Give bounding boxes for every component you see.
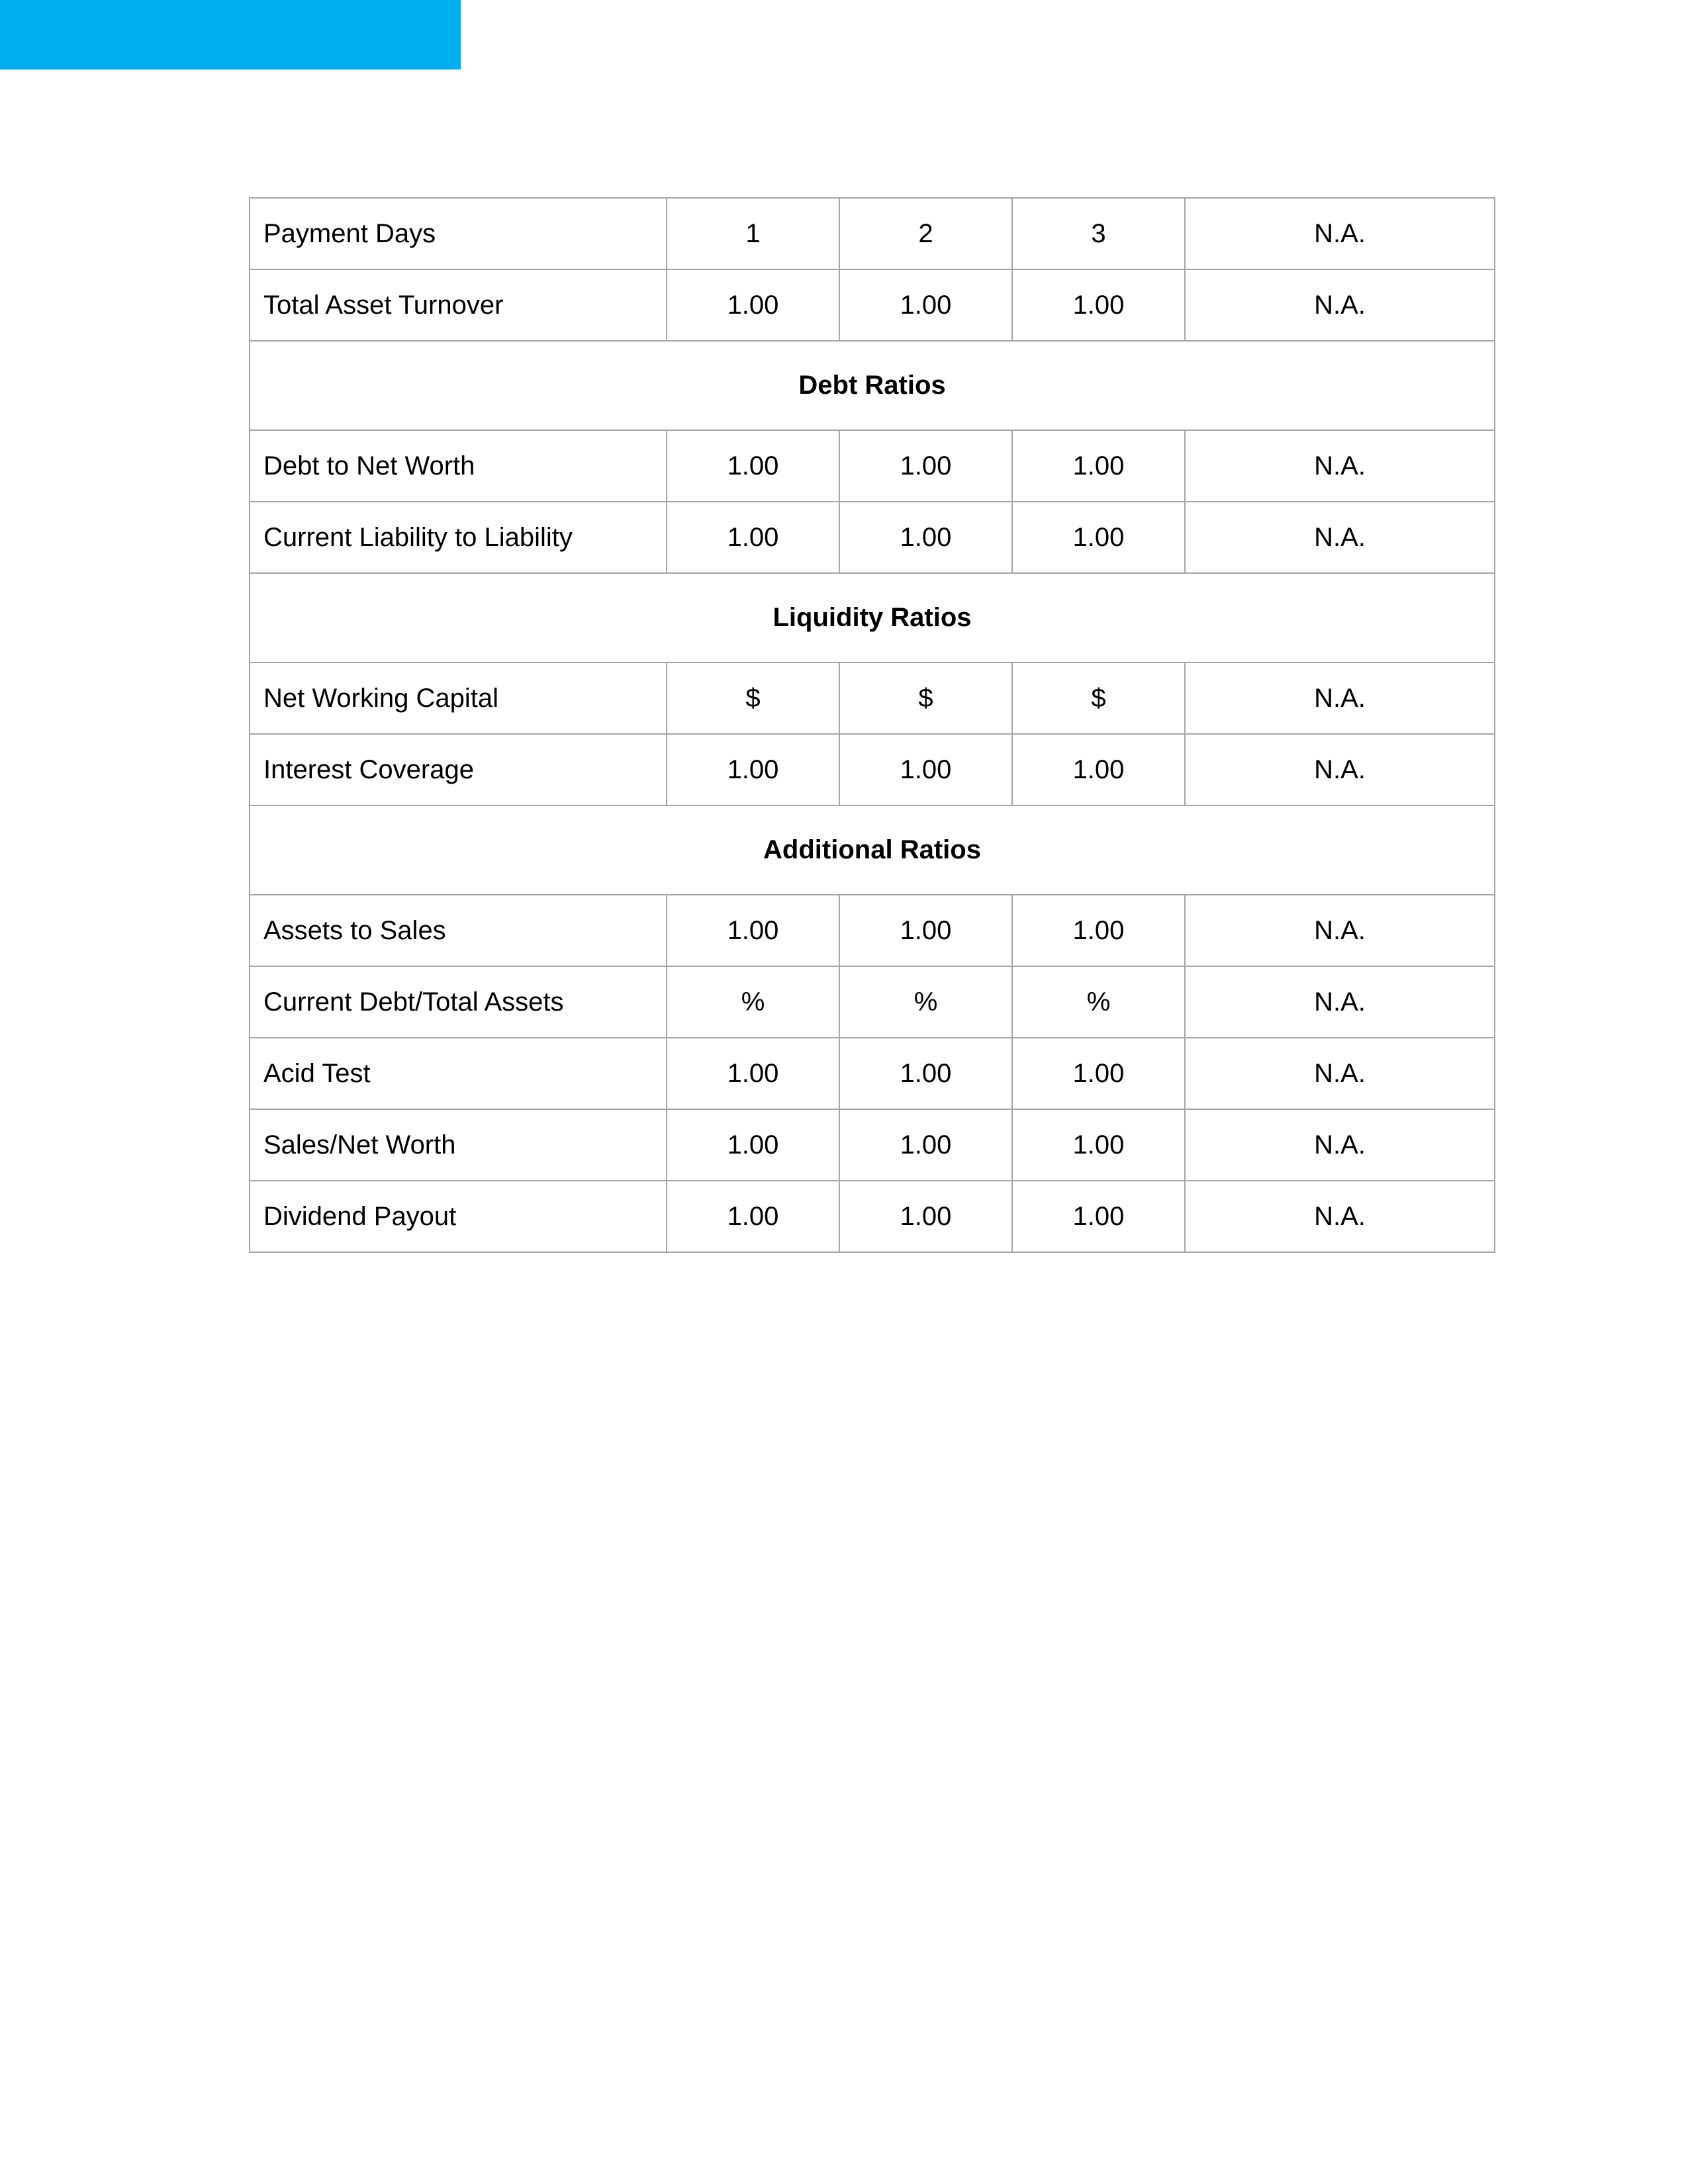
- value-cell-4: N.A.: [1185, 198, 1495, 269]
- row-label: Acid Test: [250, 1038, 667, 1109]
- row-label: Net Working Capital: [250, 662, 667, 734]
- table-row: [250, 734, 1495, 805]
- value-cell-2: $: [839, 662, 1012, 734]
- value-cell-1: 1.00: [667, 502, 839, 573]
- value-cell-4: N.A.: [1185, 734, 1495, 805]
- value-cell-1: 1.00: [667, 895, 839, 966]
- value-cell-4: N.A.: [1185, 895, 1495, 966]
- section-header-row: [250, 805, 1495, 895]
- value-cell-1: 1.00: [667, 1109, 839, 1181]
- row-label: Total Asset Turnover: [250, 269, 667, 341]
- value-cell-3: 1.00: [1012, 734, 1185, 805]
- section-header-row: [250, 341, 1495, 430]
- value-cell-4: N.A.: [1185, 1181, 1495, 1252]
- table-row: [250, 1109, 1495, 1181]
- row-label: Current Debt/Total Assets: [250, 966, 667, 1038]
- value-cell-1: 1.00: [667, 1181, 839, 1252]
- value-cell-3: 1.00: [1012, 502, 1185, 573]
- header-accent-bar: [0, 0, 461, 69]
- value-cell-3: 1.00: [1012, 1181, 1185, 1252]
- value-cell-3: 1.00: [1012, 1109, 1185, 1181]
- table-row: [250, 430, 1495, 502]
- table-row: [250, 1181, 1495, 1252]
- value-cell-3: $: [1012, 662, 1185, 734]
- value-cell-4: N.A.: [1185, 1038, 1495, 1109]
- table-row: [250, 269, 1495, 341]
- table-row: [250, 966, 1495, 1038]
- value-cell-2: 1.00: [839, 734, 1012, 805]
- value-cell-3: 1.00: [1012, 1038, 1185, 1109]
- row-label: Dividend Payout: [250, 1181, 667, 1252]
- value-cell-4: N.A.: [1185, 430, 1495, 502]
- row-label: Interest Coverage: [250, 734, 667, 805]
- value-cell-1: 1.00: [667, 269, 839, 341]
- table-row: [250, 662, 1495, 734]
- value-cell-4: N.A.: [1185, 966, 1495, 1038]
- value-cell-2: %: [839, 966, 1012, 1038]
- section-header: Additional Ratios: [250, 805, 1495, 895]
- section-header: Liquidity Ratios: [250, 573, 1495, 662]
- value-cell-3: 1.00: [1012, 430, 1185, 502]
- value-cell-2: 2: [839, 198, 1012, 269]
- value-cell-3: %: [1012, 966, 1185, 1038]
- table-row: [250, 895, 1495, 966]
- value-cell-2: 1.00: [839, 895, 1012, 966]
- value-cell-4: N.A.: [1185, 502, 1495, 573]
- value-cell-4: N.A.: [1185, 1109, 1495, 1181]
- value-cell-4: N.A.: [1185, 269, 1495, 341]
- table-row: [250, 198, 1495, 269]
- value-cell-1: %: [667, 966, 839, 1038]
- value-cell-1: 1.00: [667, 734, 839, 805]
- table-row: [250, 502, 1495, 573]
- section-header-row: [250, 573, 1495, 662]
- value-cell-3: 1.00: [1012, 895, 1185, 966]
- row-label: Payment Days: [250, 198, 667, 269]
- value-cell-2: 1.00: [839, 269, 1012, 341]
- value-cell-1: 1: [667, 198, 839, 269]
- value-cell-1: $: [667, 662, 839, 734]
- value-cell-2: 1.00: [839, 1038, 1012, 1109]
- row-label: Assets to Sales: [250, 895, 667, 966]
- ratio-table-body: [250, 198, 1495, 1252]
- value-cell-2: 1.00: [839, 430, 1012, 502]
- value-cell-1: 1.00: [667, 1038, 839, 1109]
- value-cell-2: 1.00: [839, 1181, 1012, 1252]
- table-row: [250, 1038, 1495, 1109]
- row-label: Current Liability to Liability: [250, 502, 667, 573]
- section-header: Debt Ratios: [250, 341, 1495, 430]
- value-cell-3: 3: [1012, 198, 1185, 269]
- ratio-table: [249, 197, 1495, 1253]
- value-cell-4: N.A.: [1185, 662, 1495, 734]
- value-cell-1: 1.00: [667, 430, 839, 502]
- value-cell-2: 1.00: [839, 1109, 1012, 1181]
- row-label: Sales/Net Worth: [250, 1109, 667, 1181]
- value-cell-2: 1.00: [839, 502, 1012, 573]
- row-label: Debt to Net Worth: [250, 430, 667, 502]
- value-cell-3: 1.00: [1012, 269, 1185, 341]
